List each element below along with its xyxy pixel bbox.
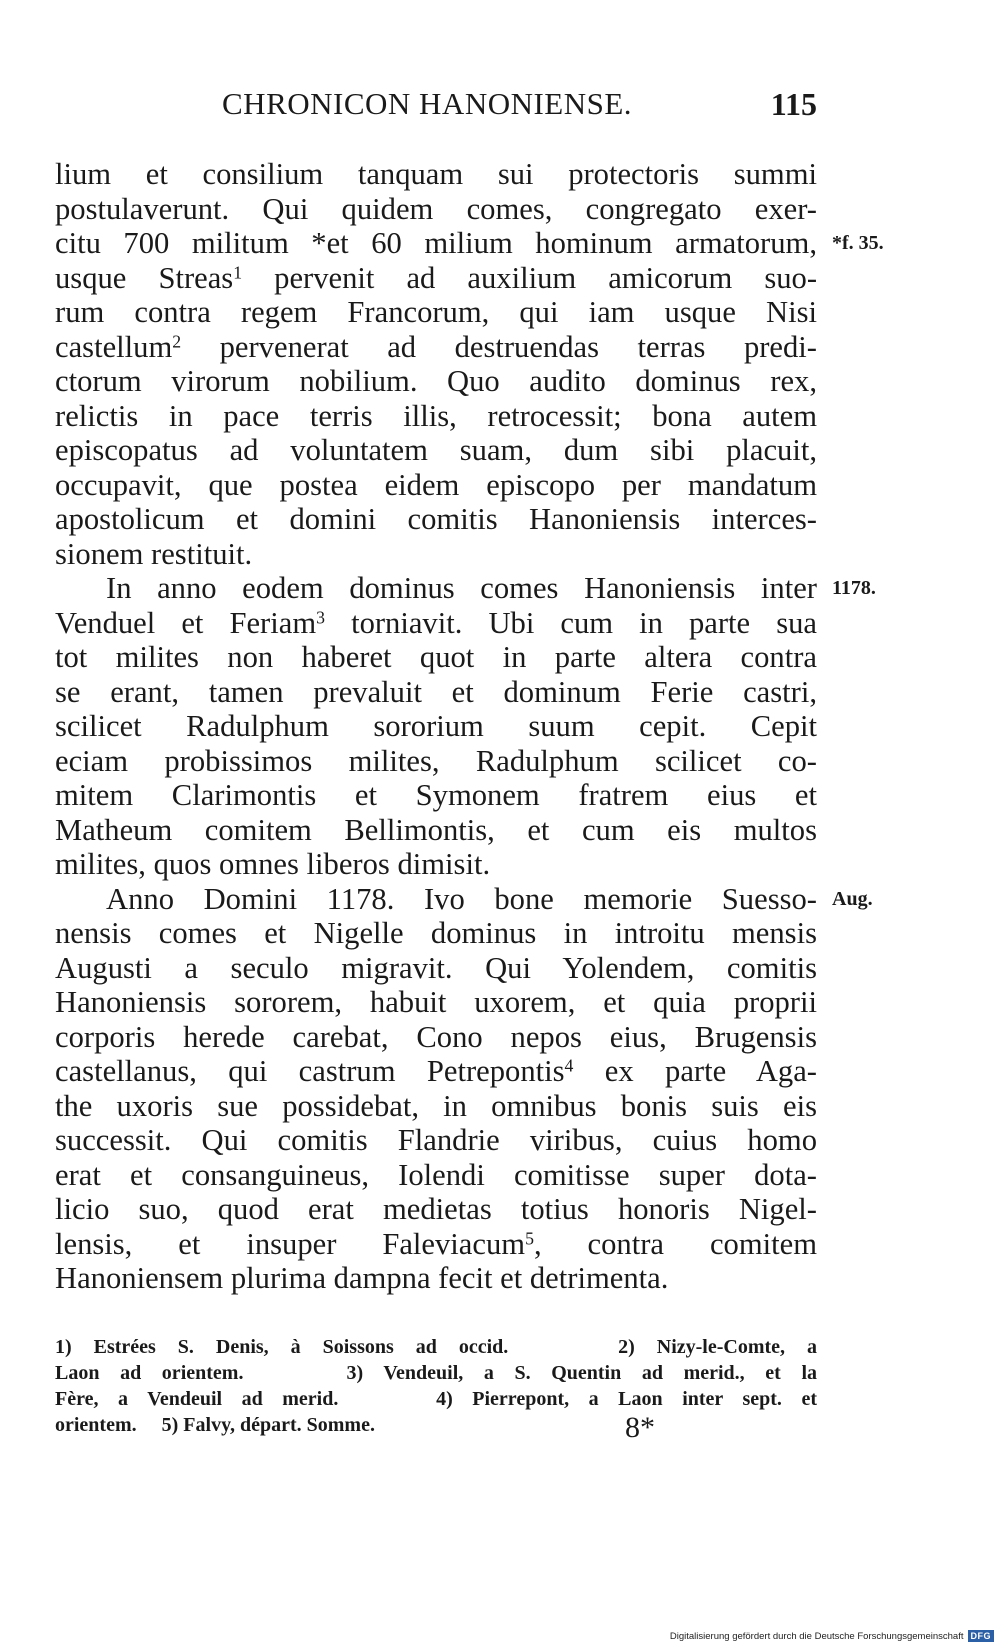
dfg-logo: DFG xyxy=(968,1630,995,1642)
footnote-line: Laon ad orientem. 3) Vendeuil, a S. Quentin ad merid., et la xyxy=(55,1362,817,1384)
line-text xyxy=(55,468,817,503)
line-text xyxy=(106,882,817,917)
text-line xyxy=(55,606,817,641)
text-line xyxy=(55,916,817,951)
text-segment: , contra comitem xyxy=(533,1226,817,1261)
text-line xyxy=(55,1020,817,1055)
text-segment: Hanoniensem plurima dampna fecit et detrimenta. xyxy=(55,1261,669,1295)
footnote-line: orientem. 5) Falvy, départ. Somme. xyxy=(55,1414,375,1436)
text-line xyxy=(55,813,817,848)
text-line xyxy=(55,675,817,710)
digitization-note: Digitalisierung gefördert durch die Deutsche Forschungsgemeinschaft xyxy=(669,1630,964,1642)
margin-note: 1178. xyxy=(832,577,876,599)
text-line xyxy=(55,226,884,261)
footnote-line: Fère, a Vendeuil ad merid. 4) Pierrepont, a Laon inter sept. et xyxy=(55,1388,817,1410)
line-text xyxy=(55,1089,817,1124)
text-segment: postulaverunt. Qui quidem comes, congregato exer- xyxy=(55,191,817,226)
text-segment: lium et consilium tanquam sui protectoris summi xyxy=(55,157,817,191)
line-text xyxy=(55,675,817,710)
text-segment: corporis herede carebat, Cono nepos eius, Brugensis xyxy=(55,1019,817,1054)
text-segment: Anno Domini 1178. Ivo bone memorie Suesso- xyxy=(106,881,817,916)
text-line xyxy=(55,951,817,986)
line-text xyxy=(55,295,817,330)
text-line xyxy=(55,1227,817,1262)
footnote-ref: 3 xyxy=(316,606,325,627)
line-text xyxy=(55,226,817,261)
line-text xyxy=(55,1054,817,1089)
page-number: 115 xyxy=(770,86,817,122)
text-line xyxy=(55,1089,817,1124)
line-text xyxy=(55,157,817,192)
text-segment: castellanus, qui castrum Petrepontis xyxy=(55,1054,565,1088)
text-line xyxy=(55,709,817,744)
text-segment: ctorum virorum nobilium. Quo audito dominus rex, xyxy=(55,364,817,398)
text-line xyxy=(55,571,876,606)
text-line xyxy=(55,468,817,503)
running-title: CHRONICON HANONIENSE. xyxy=(222,86,633,121)
text-segment: castellum xyxy=(55,329,173,364)
text-segment: Hanoniensis sororem, habuit uxorem, et quia proprii xyxy=(55,985,817,1019)
text-line xyxy=(55,433,817,468)
page-header xyxy=(222,86,817,130)
line-text xyxy=(106,571,817,606)
text-segment: In anno eodem dominus comes Hanoniensis inter xyxy=(106,571,817,605)
body-text xyxy=(55,157,884,1296)
text-line xyxy=(55,1054,817,1089)
text-segment: rum contra regem Francorum, qui iam usque Nisi xyxy=(55,295,817,329)
text-segment: citu 700 militum *et 60 milium hominum armatorum, xyxy=(55,226,817,260)
footnote-ref: 1 xyxy=(233,261,243,282)
text-line xyxy=(55,847,817,882)
text-line xyxy=(55,502,817,537)
line-text xyxy=(55,847,490,881)
text-segment: pervenerat ad destruendas terras predi- xyxy=(181,329,817,364)
text-segment: eciam probissimos milites, Radulphum scilicet co- xyxy=(55,743,817,778)
line-text xyxy=(55,1192,817,1227)
text-line xyxy=(55,1261,817,1296)
line-text xyxy=(55,813,817,848)
text-segment: Matheum comitem Bellimontis, et cum eis multos xyxy=(55,812,817,847)
footnotes xyxy=(55,1334,817,1438)
text-segment: milites, quos omnes liberos dimisit. xyxy=(55,847,491,881)
line-text xyxy=(55,399,817,434)
line-text xyxy=(55,1261,668,1295)
text-line xyxy=(55,295,817,330)
text-segment: scilicet Radulphum sororium suum cepit. Cepit xyxy=(55,709,817,743)
text-line xyxy=(55,1192,817,1227)
margin-note: *f. 35. xyxy=(832,232,884,254)
text-segment: licio suo, quod erat medietas totius honoris Nigel- xyxy=(55,1192,817,1226)
text-segment: se erant, tamen prevaluit et dominum Ferie castri, xyxy=(55,674,817,709)
text-line xyxy=(55,881,873,917)
line-text xyxy=(55,1227,817,1262)
text-line xyxy=(55,537,817,572)
text-segment: ex parte Aga- xyxy=(573,1054,817,1088)
digitization-credit xyxy=(670,1628,994,1644)
text-line xyxy=(55,1158,817,1193)
text-segment: Venduel et Feriam xyxy=(55,605,317,640)
line-text xyxy=(55,640,817,675)
text-line xyxy=(55,778,817,813)
line-text xyxy=(55,744,817,779)
footnote-ref: 5 xyxy=(525,1227,534,1248)
line-text xyxy=(55,433,817,468)
line-text xyxy=(55,261,817,296)
text-segment: usque Streas xyxy=(55,260,234,295)
line-text xyxy=(55,330,817,365)
text-line xyxy=(55,744,817,779)
text-segment: mitem Clarimontis et Symonem fratrem eius et xyxy=(55,778,817,812)
text-segment: apostolicum et domini comitis Hanoniensis interces- xyxy=(55,502,817,536)
text-segment: nensis comes et Nigelle dominus in introitu mensis xyxy=(55,916,817,950)
text-line xyxy=(55,192,817,227)
text-segment: pervenit ad auxilium amicorum suo- xyxy=(242,260,818,295)
line-text xyxy=(55,778,817,813)
text-segment: torniavit. Ubi cum in parte sua xyxy=(325,605,817,640)
line-text xyxy=(55,1020,817,1055)
text-line xyxy=(55,157,817,192)
text-segment: lensis, et insuper Faleviacum xyxy=(55,1226,526,1261)
text-segment: episcopatus ad voluntatem suam, dum sibi placuit, xyxy=(55,433,817,467)
text-segment: tot milites non haberet quot in parte altera contra xyxy=(55,640,817,674)
text-segment: relictis in pace terris illis, retrocessit; bona autem xyxy=(55,398,817,433)
text-line xyxy=(55,985,817,1020)
line-text xyxy=(55,951,817,986)
text-segment: occupavit, que postea eidem episcopo per mandatum xyxy=(55,467,817,502)
text-segment: erat et consanguineus, Iolendi comitisse super dota- xyxy=(55,1157,817,1192)
line-text xyxy=(55,537,252,571)
text-line xyxy=(55,330,817,365)
line-text xyxy=(55,709,817,744)
text-line xyxy=(55,640,817,675)
text-line xyxy=(55,1123,817,1158)
line-text xyxy=(55,606,817,641)
line-text xyxy=(55,1123,817,1158)
text-segment: the uxoris sue possidebat, in omnibus bonis suis eis xyxy=(55,1088,817,1123)
line-text xyxy=(55,916,817,951)
text-line xyxy=(55,364,817,399)
text-line xyxy=(55,399,817,434)
footnote-ref: 4 xyxy=(564,1055,574,1076)
margin-note: Aug. xyxy=(832,887,873,910)
line-text xyxy=(55,192,817,227)
footnote-line: 1) Estrées S. Denis, à Soissons ad occid. 2) Nizy-le-Comte, a xyxy=(55,1336,817,1358)
footnote-ref: 2 xyxy=(172,330,182,351)
text-segment: successit. Qui comitis Flandrie viribus, cuius homo xyxy=(55,1123,817,1157)
line-text xyxy=(55,985,817,1020)
signature-mark: 8* xyxy=(625,1411,655,1444)
text-segment: sionem restituit. xyxy=(55,536,253,571)
text-segment: Augusti a seculo migravit. Qui Yolendem, comitis xyxy=(55,950,817,985)
line-text xyxy=(55,502,817,537)
text-line xyxy=(55,261,817,296)
line-text xyxy=(55,364,817,399)
line-text xyxy=(55,1158,817,1193)
